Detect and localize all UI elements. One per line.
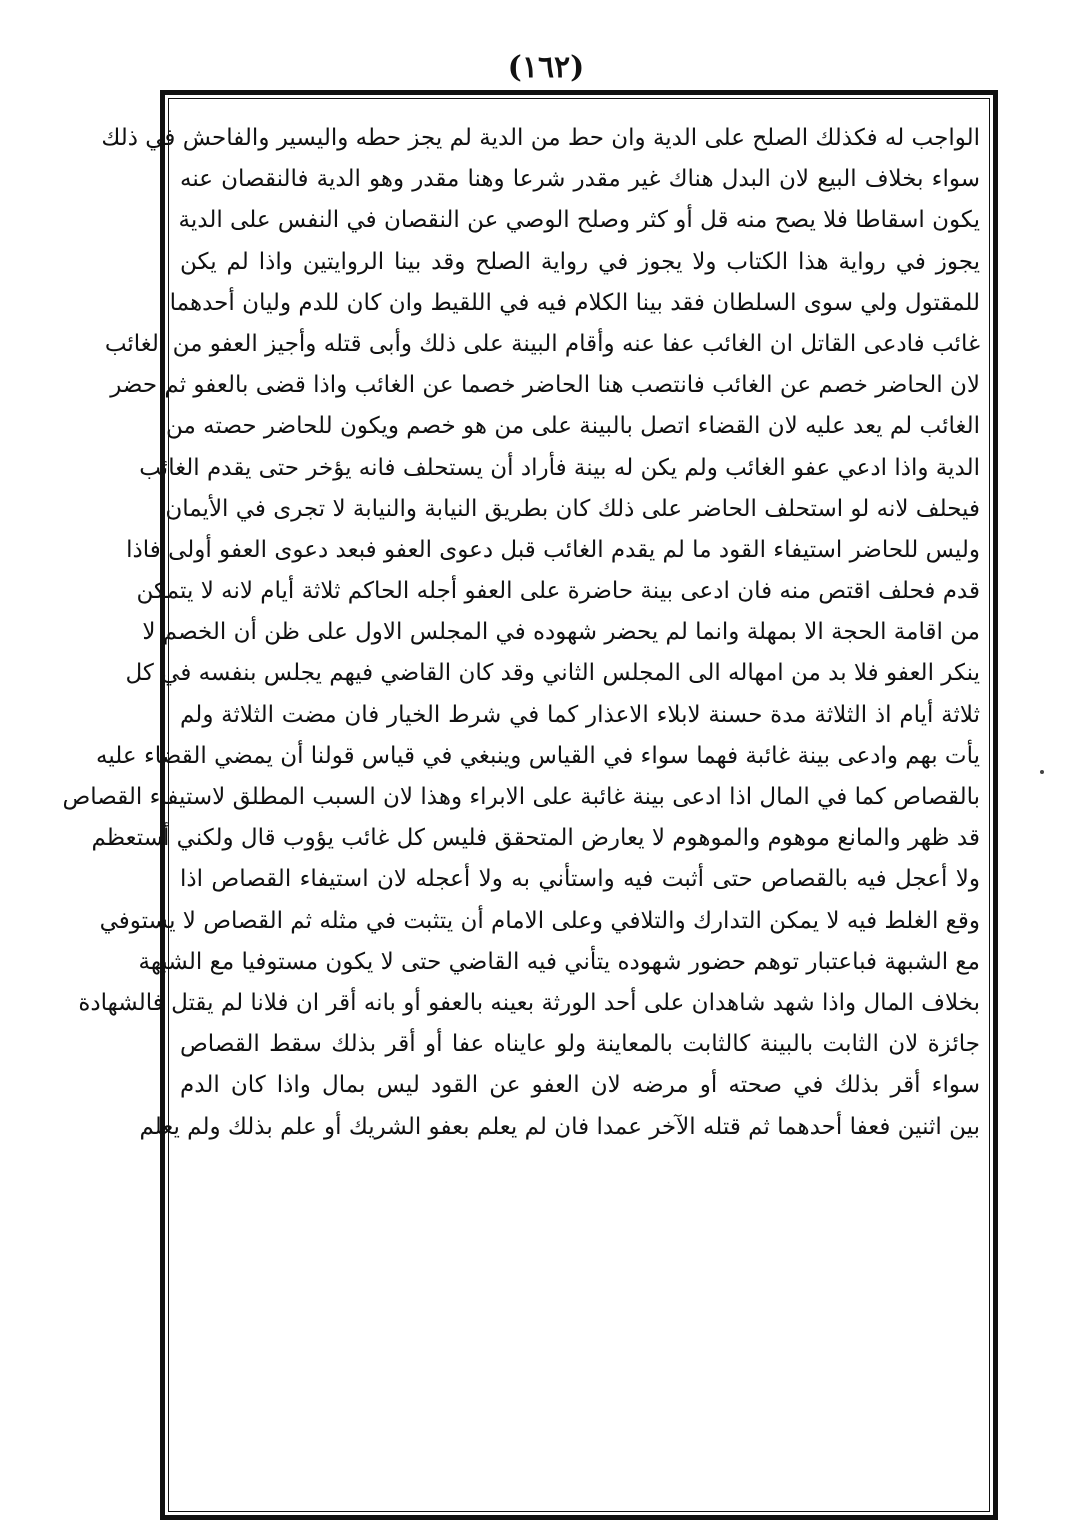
page-number: (١٦٢) — [507, 50, 585, 85]
text-line: وقع الغلط فيه لا يمكن التدارك والتلافي وعلى الامام أن يتثبت في مثله ثم القصاص لا يستوفي — [99, 907, 980, 934]
text-line: غائب فادعى القاتل ان الغائب عفا عنه وأقام البينة على ذلك وأبى قتله وأجيز العفو من الغائب — [104, 330, 980, 357]
text-line: يكون اسقاطا فلا يصح منه قل أو كثر وصلح الوصي عن النقصان في النفس على الدية — [178, 207, 980, 234]
text-line: يأت بهم وادعى بينة غائبة فهما سواء في القياس وينبغي في قياس قولنا أن يمضي القضاء عليه — [96, 742, 980, 769]
text-line: سواء بخلاف البيع لان البدل هناك غير مقدر شرعا وهنا مقدر وهو الدية فالنقصان عنه — [180, 166, 980, 193]
text-line: وليس للحاضر استيفاء القود ما لم يقدم الغائب قبل دعوى العفو فبعد دعوى العفو أولى فاذا — [126, 536, 980, 563]
text-line: سواء أقر بذلك في صحته أو مرضه لان العفو عن القود ليس بمال واذا كان الدم — [180, 1072, 980, 1099]
text-line: لان الحاضر خصم عن الغائب فانتصب هنا الحاضر خصما عن الغائب واذا قضى بالعفو ثم حضر — [110, 372, 980, 399]
text-line: ينكر العفو فلا بد من امهاله الى المجلس الثاني وقد كان القاضي فيهم يجلس بنفسه في كل — [125, 660, 980, 687]
text-line: قد ظهر والمانع موهوم والموهوم لا يعارض المتحقق فليس كل غائب يؤوب قال ولكني أستعظم — [91, 825, 980, 852]
text-line: ولا أعجل فيه بالقصاص حتى أثبت فيه واستأني به ولا أعجله لان استيفاء القصاص اذا — [180, 866, 980, 893]
text-line: فيحلف لانه لو استحلف الحاضر على ذلك كان بطريق النيابة والنيابة لا تجرى في الأيمان — [165, 495, 980, 522]
text-line: جائزة لان الثابت بالبينة كالثابت بالمعاينة ولو عايناه عفا أو أقر بذلك سقط القصاص — [180, 1031, 980, 1058]
text-line: بين اثنين فعفا أحدهما ثم قتله الآخر عمدا فان لم يعلم بعفو الشريك أو علم بذلك ولم يعلم — [139, 1113, 980, 1140]
text-line: يجوز في رواية هذا الكتاب ولا يجوز في رواية الصلح وقد بينا الروايتين واذا لم يكن — [180, 248, 980, 275]
text-line: الدية واذا ادعي عفو الغائب ولم يكن له بينة فأراد أن يستحلف فانه يؤخر حتى يقدم الغائب — [139, 454, 980, 481]
text-body — [62, 118, 980, 1148]
text-line: الواجب له فكذلك الصلح على الدية وان حط من الدية لم يجز حطه واليسير والفاحش في ذلك — [101, 125, 980, 151]
text-line: بخلاف المال واذا شهد شاهدان على أحد الورثة بعينه بالعفو أو بانه أقر ان فلانا لم يقتل فالشهادة — [78, 989, 980, 1016]
stray-ink-dot — [1040, 770, 1044, 774]
text-line: الغائب لم يعد عليه لان القضاء اتصل بالبينة على من هو خصم ويكون للحاضر حصته من — [166, 413, 980, 440]
text-line: من اقامة الحجة الا بمهلة وانما لم يحضر شهوده في المجلس الاول على ظن أن الخصم لا — [142, 619, 980, 646]
text-line: مع الشبهة فباعتبار توهم حضور شهوده يتأني فيه القاضي حتى لا يكون مستوفيا مع الشبهة — [138, 948, 980, 975]
text-line: ثلاثة أيام اذ الثلاثة مدة حسنة لابلاء الاعذار كما في شرط الخيار فان مضت الثلاثة ولم — [180, 701, 980, 728]
text-line: للمقتول ولي سوى السلطان فقد بينا الكلام فيه في اللقيط وان كان للدم وليان أحدهما — [169, 289, 980, 316]
text-line: قدم فحلف اقتص منه فان ادعى بينة حاضرة على العفو أجله الحاكم ثلاثة أيام لانه لا يتمكن — [136, 578, 980, 605]
text-line: بالقصاص كما في المال اذا ادعى بينة غائبة على الابراء وهذا لان السبب المطلق لاستيفاء القصاص — [62, 784, 980, 810]
